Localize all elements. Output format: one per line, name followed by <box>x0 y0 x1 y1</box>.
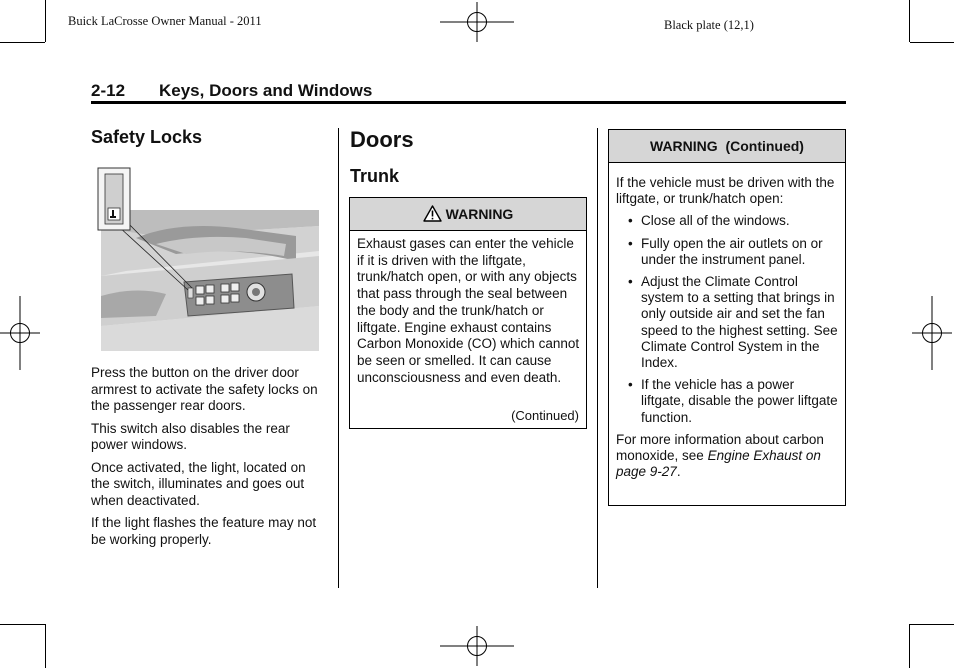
crop-mark <box>0 624 45 625</box>
registration-mark-icon <box>440 2 514 42</box>
running-head <box>91 81 372 101</box>
list-item: • Adjust the Climate Control system to a setting that brings in only outside air and set the fan speed to the highest setting. See Climate Control System in the Index. <box>616 274 841 371</box>
trunk-heading: Trunk <box>350 166 400 186</box>
continued-label: (Continued) <box>511 408 579 423</box>
registration-mark-icon <box>0 296 40 370</box>
warning-header: WARNING (Continued) <box>609 130 845 163</box>
page-number: 2-12 <box>91 81 126 100</box>
header-rule <box>91 101 846 104</box>
warning-label: WARNING <box>445 206 514 222</box>
crop-mark <box>909 0 910 42</box>
section-title: Keys, Doors and Windows <box>159 81 373 100</box>
warning-header <box>350 198 586 231</box>
warning-continued-text <box>616 175 841 480</box>
list-item: • If the vehicle has a power liftgate, disable the power liftgate function. <box>616 377 841 426</box>
crop-mark <box>0 42 45 43</box>
list-item: • Fully open the air outlets on or under the instrument panel. <box>616 236 841 268</box>
warning-triangle-icon <box>423 205 442 222</box>
warning-box <box>349 197 587 429</box>
cross-reference: Engine Exhaust on page 9-27 <box>616 448 821 480</box>
paragraph: Once activated, the light, located on the switch, illuminates and goes out when deactivated. <box>91 459 306 508</box>
warning-outro <box>616 432 841 481</box>
warning-text: Exhaust gases can enter the vehicle if it is driven with the liftgate, trunk/hatch open, or with any objects that pass through the seal between the body and the trunk/hatch or liftgate. Engine exhaust contains Carbon Monoxide (CO) which cannot be seen or smelled. It can cause unconsciousness and even death. <box>357 236 580 385</box>
registration-mark-icon <box>912 296 952 370</box>
warning-continued-box <box>608 129 846 506</box>
crop-mark <box>910 42 954 43</box>
paragraph: Press the button on the driver door armrest to activate the safety locks on the passenger rear doors. <box>91 365 318 413</box>
column-divider <box>338 128 339 588</box>
warning-intro: If the vehicle must be driven with the liftgate, or trunk/hatch open: <box>616 175 835 207</box>
safety-locks-body <box>91 365 326 554</box>
registration-mark-icon <box>440 626 514 666</box>
column-divider <box>597 128 598 588</box>
safety-locks-heading: Safety Locks <box>91 127 203 147</box>
outro-end: . <box>676 464 681 480</box>
header-doc-title: Buick LaCrosse Owner Manual - 2011 <box>68 14 262 28</box>
crop-mark <box>909 624 910 668</box>
outro-text: For more information about carbon monoxide, see <box>616 431 824 464</box>
paragraph: If the light flashes the feature may not be working properly. <box>91 515 317 547</box>
crop-mark <box>45 624 46 668</box>
crop-mark <box>45 0 46 42</box>
paragraph: This switch also disables the rear power windows. <box>91 420 290 452</box>
crop-mark <box>910 624 954 625</box>
precaution-list <box>616 213 841 425</box>
doors-heading: Doors <box>350 127 414 152</box>
header-plate: Black plate (12,1) <box>664 18 754 32</box>
list-item: • Close all of the windows. <box>616 213 841 229</box>
door-switch-illustration <box>96 166 320 352</box>
